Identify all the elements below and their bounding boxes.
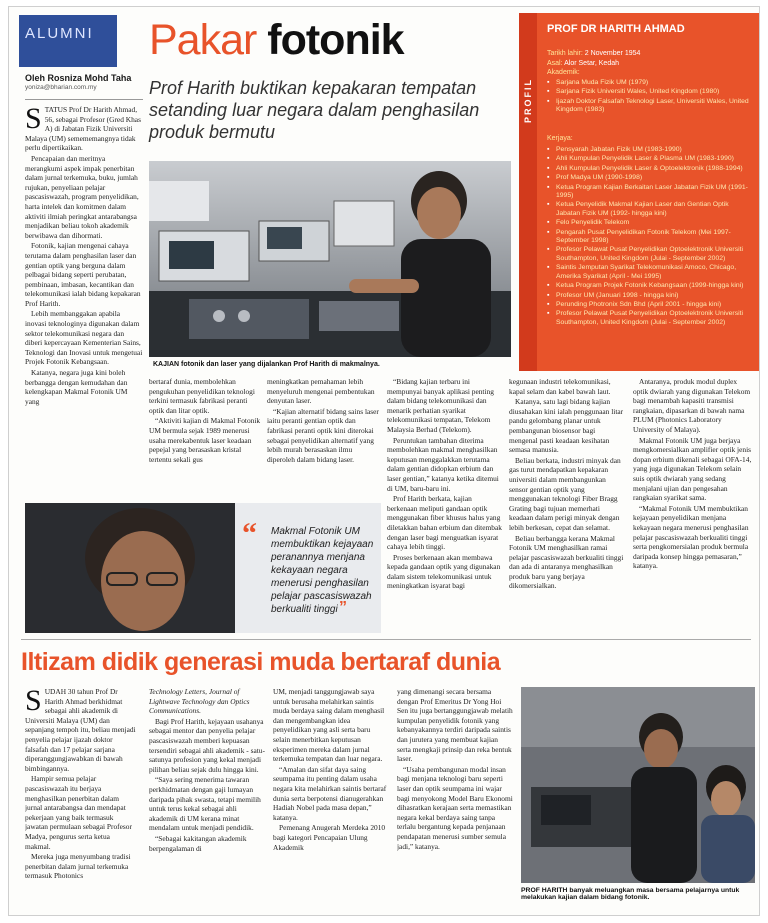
article1-paragraph: Proses berkenaan akan membawa kepada gandaan optik yang digunakan dalam sistem telekomunikasi untuk meningkatkan isyarat bagi [387, 552, 501, 591]
photo-lab-caption: KAJIAN fotonik dan laser yang dijalankan Prof Harith di makmalnya. [153, 361, 380, 368]
headline-word-2: fotonik [267, 16, 404, 64]
article2-column-1 [25, 687, 137, 913]
article1-column-1 [25, 105, 143, 497]
article2-paragraph: Bagi Prof Harith, kejayaan usahanya sebagai mentor dan penyelia pelajar pascasiswazah memberi kepuasan tersendiri sebagai ahli akademik - satu-satunya profesion yang kekal menjadi pilihan beliau sejak dulu hingga kini. [149, 716, 265, 774]
headline-word-1: Pakar [149, 16, 268, 64]
profile-tab-label: PROFIL [523, 78, 533, 123]
byline-email: yoniza@bharian.com.my [25, 84, 97, 91]
article2-column-2 [149, 687, 265, 913]
article1-paragraph: Peruntukan tambahan diterima membolehkan makmal menghasilkan keputusan menggalakkan terutama dalam gentian didopkan erbium dan laser gentian,” katanya ketika ditemui di UM, baru-baru ini. [387, 435, 499, 493]
article1-paragraph: Makmal Fotonik UM juga berjaya mengkomersialkan amplifier optik jenis dopan erbium dikenali sebagai OFA-14, yang juga digunakan Telekom selain suis optik dwiarah yang sedang menjalani ujian dan pengesahan rangkaian syarikat sama. [633, 435, 752, 503]
article2-paragraph: “Usaha pembangunan modal insan bagi menjana teknologi baru seperti laser dan optik seumpama ini wajar bagi menyokong Model Baru Ekonomi dihasratkan kerajaan serta memastikan negara kekal berdaya saing tanpa terlalu bergantung kepada penjanaan pendapatan menerusi sumber semula jadi,” katanya. [397, 764, 513, 851]
photo-students-caption: PROF HARITH banyak meluangkan masa bersama pelajarnya untuk melakukan kajian dalam bidang fotonik. [521, 887, 740, 901]
article1-column-4 [387, 377, 503, 633]
article1-paragraph: “Makmal Fotonik UM membuktikan kejayaan penyelidikan menjana kekayaan negara menerusi penghasilan pelajar pascasiswazah berkualiti tinggi serta pengkomersialan produk bermula daripada konsep hingga pemasaran,” katanya. [633, 503, 749, 571]
born-value: 2 November 1954 [584, 50, 641, 57]
article1-paragraph: bertaraf dunia, membolehkan pengukuhan penyelidikan teknologi terkini termasuk fabrikasi peranti optik dan litar optik. [149, 377, 255, 415]
career-item: ▪ Prof Madya UM (1990-1998) [547, 174, 752, 182]
career-item: ▪ Pengarah Pusat Penyelidikan Fotonik Telekom (Mei 1997-September 1998) [547, 229, 752, 246]
article1-paragraph: Pencapaian dan meritnya merangkumi aspek impak penerbitan dalam jurnal terkemuka, buku, jumlah rujukan, penyeliaan pelajar pascasiswazah, program penyelidikan, harta intelek dan komitmen dalam aktiviti ilmiah peringkat antarabangsa menjadikan beliau tokoh akademik berwibawa dan dihormati. [25, 153, 139, 240]
career-item: ▪ Ketua Penyelidik Makmal Kajian Laser dan Gentian Optik Jabatan Fizik UM (1992- hingga kini) [547, 201, 752, 218]
profile-box [519, 13, 759, 371]
born-label: Tarikh lahir: [547, 50, 583, 57]
quote-close-mark: ” [339, 599, 347, 616]
byline-rule [25, 99, 143, 100]
headline-2: Iltizam didik generasi muda bertaraf dunia [21, 648, 501, 676]
academic-item: ▪ Ijazah Doktor Falsafah Teknologi Laser, Universiti Wales, United Kingdom (1983) [547, 98, 752, 115]
article2-paragraph: Technology Letters, Journal of Lightwave Technology dan Optics Communications. [149, 687, 250, 716]
photo-lab [149, 161, 511, 357]
article1-paragraph: “Kajian alternatif bidang sains laser iaitu peranti gentian optik dan fabrikasi peranti optik kini diterokai sebagai penyelidikan alternatif yang lebih murah berasaskan ilmu diperoleh dalam bidang laser. [267, 406, 379, 464]
standfirst: Prof Harith buktikan kepakaran tempatan setanding luar negara dalam penghasilan produk bermutu [149, 78, 480, 142]
article1-paragraph: meningkatkan pemahaman lebih menyeluruh mengenai pembentukan denyutan laser. [267, 377, 375, 406]
career-item: ▪ Felo Penyelidik Telekom [547, 219, 752, 227]
article2-paragraph: UDAH 30 tahun Prof Dr Harith Ahmad berkhidmat sebagai ahli akademik di Universiti Malaya (UM) dan sepanjang tempoh itu, beliau menjadi penyelia pelajar ijazah doktor falsafah dan 17 pelajar sarjana diperanggungjawabkan di bawah bimbingannya. [25, 687, 136, 773]
photo-lab-illustration [149, 161, 511, 357]
profile-title: PROF DR HARITH AHMAD [547, 23, 685, 35]
article1-paragraph: “Bidang kajian terbaru ini mempunyai banyak aplikasi penting dalam bidang telekomunikasi dan menarik perhatian syarikat telekomunikasi tempatan, Telekom Malaysia Berhad (Telekom). [387, 377, 494, 434]
article1-column-3 [267, 377, 379, 497]
profile-meta [547, 49, 752, 78]
section-label-box [19, 15, 117, 67]
academic-label: Akademik: [547, 69, 580, 76]
article2-paragraph: “Sebagai kakitangan akademik berpengalaman di [149, 833, 247, 853]
article1-paragraph: Beliau berkata, industri minyak dan gas turut mendapatkan kepakaran universiti dalam membangunkan sensor gentian optik yang menggunakan teknologi Fiber Bragg Grating bagi tujuan memerhati keadaan dalam perigi minyak dengan lebih berkesan, cepat dan selamat. [509, 455, 621, 532]
article1-paragraph: Lebih membanggakan apabila inovasi teknologinya digunakan dalam sektor telekomunikasi negara dan diberi kepercayaan Kementerian Sains, Teknologi dan Inovasi untuk mengetuai Projek Fotonik Kebangsaan. [25, 309, 143, 367]
dropcap: S [25, 687, 42, 717]
article2-paragraph: “Saya sering menerima tawaran perkhidmatan dengan gaji lumayan daripada pihak swasta, tetapi memilih untuk terus kekal sebagai ahli akademik di UM kerana minat mendalam untuk menjadi pendidik. [149, 775, 261, 833]
article1-paragraph: Katanya, satu lagi bidang kajian diusahakan kini ialah penggunaan litar pandu gelombang planar untuk pembangunan biosensor bagi mengenal pasti keadaan kesihatan semasa manusia. [509, 397, 624, 455]
profile-tab [519, 13, 537, 371]
article2-paragraph: “Amalan dan sifat daya saing seumpama itu penting dalam usaha negara kita melahirkan saintis bertaraf dunia serta berpotensi dianugerahkan Hadiah Nobel pada masa depan,” katanya. [273, 764, 387, 822]
section-label: ALUMNI [25, 25, 94, 42]
career-item: ▪ Profesor Pelawat Pusat Penyelidikan Optoelektronik Universiti Southampton, United Kingdom (Julai - September 2002) [547, 310, 752, 327]
article2-paragraph: Pemenang Anugerah Merdeka 2010 bagi kategori Pencapaian Ulung Akademik [273, 823, 386, 852]
article1-paragraph: Katanya, negara juga kini boleh berbangga dengan kemudahan dan kelengkapan Makmal Fotonik UM yang [25, 368, 128, 406]
origin-label: Asal: [547, 59, 563, 67]
career-item: ▪ Perunding Photronix Sdn Bhd (April 2001 - hingga kini) [547, 301, 752, 309]
origin-value: Alor Setar, Kedah [564, 59, 619, 67]
article1-paragraph: TATUS Prof Dr Harith Ahmad, 56, sebagai Profesor (Gred Khas A) di Jabatan Fizik Universiti Malaya (UM) semememangnya tidak perlu dipertikaikan. [25, 105, 141, 153]
byline-name: Oleh Rosniza Mohd Taha [25, 73, 132, 83]
article2-paragraph: UM, menjadi tanggungjawab saya untuk berusaha melahirkan saintis muda berdaya saing dalam menghasil dan mengembangkan idea penyelidikan yang asli serta baru selain menerbitkan keputusan eksperimen mereka dalam jurnal terkemuka tempatan dan luar negara. [273, 687, 385, 764]
pull-quote: Makmal Fotonik UM membuktikan kejayaan peranannya menjana kekayaan negara menerusi penghasilan pelajar pascasiswazah berkualiti tinggi [271, 526, 374, 615]
photo-students-illustration [521, 687, 755, 883]
career-item: ▪ Ketua Program Kajian Berkaitan Laser Jabatan Fizik UM (1991-1995) [547, 184, 752, 201]
career-label: Kerjaya: [547, 135, 573, 142]
photo-students [521, 687, 755, 883]
byline [25, 73, 143, 91]
article2-paragraph: Mereka juga menyumbang tradisi penerbitan dalam jurnal terkemuka termasuk Photonics [25, 852, 131, 881]
quote-open-mark: “ [242, 517, 257, 550]
article2-column-3 [273, 687, 389, 913]
career-item: ▪ Profesor Pelawat Pusat Penyelidikan Optoelektronik Universiti Southampton, United Kingdom (Julai - September 2002) [547, 246, 752, 263]
article1-paragraph: Fotonik, kajian mengenai cahaya terutama dalam penghasilan laser dan gentian optik yang berguna dalam pelbagai bidang seperti perubatan, pembinaan, imbasan, kecantikan dan telekomunikasi ialah bidang kepakaran Prof Harith. [25, 241, 141, 308]
article2-paragraph: yang dimenangi secara bersama dengan Prof Emeritus Dr Yong Hoi Sen itu juga bertanggungjawab melatih kumpulan penyelidik fotonik yang kebanyakannya terdiri daripada saintis dan jurutera yang membuat kajian serta mengkaji prinsip dan reka bentuk laser. [397, 687, 513, 764]
career-item: ▪ Ahli Kumpulan Penyelidik Laser & Plasma UM (1983-1990) [547, 155, 752, 163]
article1-paragraph: Antaranya, produk modul duplex optik dwiarah yang digunakan Telekom bagi menambah kapasiti transmisi rangkaian, dipasarkan di bawah nama PLUM (Photonics Laboratory University of Malaya). [633, 377, 751, 434]
career-item: ▪ Ketua Program Projek Fotonik Kebangsaan (1999-hingga kini) [547, 282, 752, 290]
headline [149, 17, 404, 63]
career-item: ▪ Pensyarah Jabatan Fizik UM (1983-1990) [547, 146, 752, 154]
article1-paragraph: kegunaan industri telekomunikasi, kapal selam dan kabel bawah laut. [509, 377, 611, 396]
career-item: ▪ Saintis Jemputan Syarikat Telekomunikasi Amoco, Chicago, Amerika Syarikat (April - Mei 1995) [547, 264, 752, 281]
academic-list [547, 79, 752, 116]
academic-item: ▪ Sarjana Muda Fizik UM (1979) [547, 79, 752, 87]
article1-paragraph: Beliau berbangga kerana Makmal Fotonik UM menghasilkan ramai pelajar pascasiswazah berkualiti tinggi dan ada di antaranya menghasilkan produk baru yang berjaya dikomersialkan. [509, 533, 624, 591]
newspaper-page [8, 6, 760, 916]
article1-column-2 [149, 377, 261, 497]
academic-item: ▪ Sarjana Fizik Universiti Wales, United Kingdom (1980) [547, 88, 752, 96]
article1-paragraph: Prof Harith berkata, kajian berkenaan meliputi gandaan optik menggunakan fiber khusus halus yang diletakkan bahan erbium dan ditembak dengan laser bagi menguatkan isyarat cahaya lebih tinggi. [387, 494, 502, 552]
career-item: ▪ Ahli Kumpulan Penyelidik Laser & Optoelektronik (1988-1994) [547, 165, 752, 173]
article1-column-6 [633, 377, 753, 633]
section-divider [21, 639, 751, 640]
article2-paragraph: Hampir semua pelajar pascasiswazah itu berjaya menghasilkan penerbitan dalam jurnal antarabangsa dan mendapat pekerjaan yang baik termasuk jawatan permulaan sebagai Profesor Madya, pengurus serta ketua makmal. [25, 774, 132, 851]
career-item: ▪ Profesor UM (Januari 1998 - hingga kini) [547, 292, 752, 300]
career-list [547, 146, 752, 328]
dropcap: S [25, 105, 42, 135]
article1-column-5 [509, 377, 625, 633]
article2-column-4 [397, 687, 513, 913]
article1-paragraph: “Aktiviti kajian di Makmal Fotonik UM bermula sejak 1989 menerusi usaha merekabentuk laser keadaan pepejal yang berasaskan kristal tertentu sekali gus [149, 416, 261, 464]
